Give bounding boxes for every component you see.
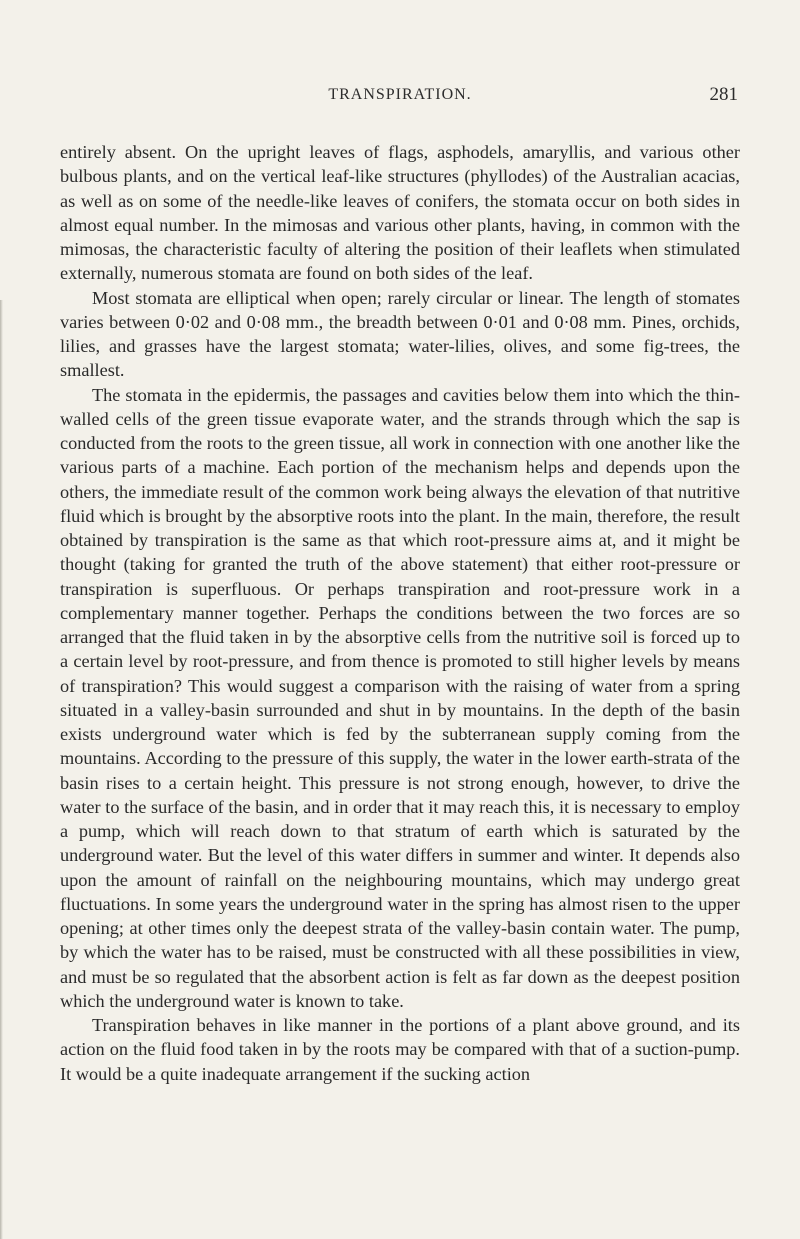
running-head: TRANSPIRATION. <box>328 86 472 103</box>
page-edge-shadow <box>0 300 3 1239</box>
page-header <box>60 86 740 110</box>
paragraph-transpiration-pump: Transpiration behaves in like manner in the portions of a plant above ground, and its action on the fluid food taken in by the roots may be compared with that of a suction-pump. It would be a quite inadequate arrangement if the sucking action <box>60 1015 740 1084</box>
page-number: 281 <box>709 84 738 105</box>
paragraph-stomata-shape: Most stomata are elliptical when open; rarely circular or linear. The length of stomates varies between 0·02 and 0·08 mm., the breadth between 0·01 and 0·08 mm. Pines, orchids, lilies, and grasses have the largest stomata; water-lilies, olives, and some fig-trees, the smallest. <box>60 287 740 381</box>
body-text <box>60 140 740 1086</box>
paragraph-continuation: entirely absent. On the upright leaves of flags, asphodels, amaryllis, and various other bulbous plants, and on the vertical leaf-like structures (phyllodes) of the Australian acacias, as well as on some of the needle-like leaves of conifers, the stomata occur on both sides in almost equal number. In the mimosas and various other plants, having, in common with the mimosas, the characteristic faculty of altering the position of their leaflets when stimulated externally, numerous stomata are found on both sides of the leaf. <box>60 142 740 284</box>
paragraph-stomata-mechanism: The stomata in the epidermis, the passages and cavities below them into which the thin-walled cells of the green tissue evaporate water, and the strands through which the sap is conducted from the roots to the green tissue, all work in connection with one another like the various parts of a machine. Each portion of the mechanism helps and depends upon the others, the immediate result of the common work being always the elevation of that nutritive fluid which is brought by the absorptive roots into the plant. In the main, therefore, the result obtained by transpiration is the same as that which root-pressure aims at, and it might be thought (taking for granted the truth of the above statement) that either root-pressure or transpiration is superfluous. Or perhaps transpiration and root-pressure work in a complementary manner together. Perhaps the conditions between the two forces are so arranged that the fluid taken in by the absorptive cells from the nutritive soil is forced up to a certain level by root-pressure, and from thence is promoted to still higher levels by means of transpiration? This would suggest a comparison with the raising of water from a spring situated in a valley-basin surrounded and shut in by mountains. In the depth of the basin exists underground water which is fed by the subterranean supply coming from the mountains. According to the pressure of this supply, the water in the lower earth-strata of the basin rises to a certain height. This pressure is not strong enough, however, to drive the water to the surface of the basin, and in order that it may reach this, it is necessary to employ a pump, which will reach down to that stratum of earth which is saturated by the underground water. But the level of this water differs in summer and winter. It depends also upon the amount of rainfall on the neighbouring mountains, which may undergo great fluctuations. In some years the underground water in the spring has almost risen to the upper opening; at other times only the deepest strata of the valley-basin contain water. The pump, by which the water has to be raised, must be constructed with all these possibilities in view, and must be so regulated that the absorbent action is felt as far down as the deepest position which the underground water is known to take. <box>60 384 740 1011</box>
